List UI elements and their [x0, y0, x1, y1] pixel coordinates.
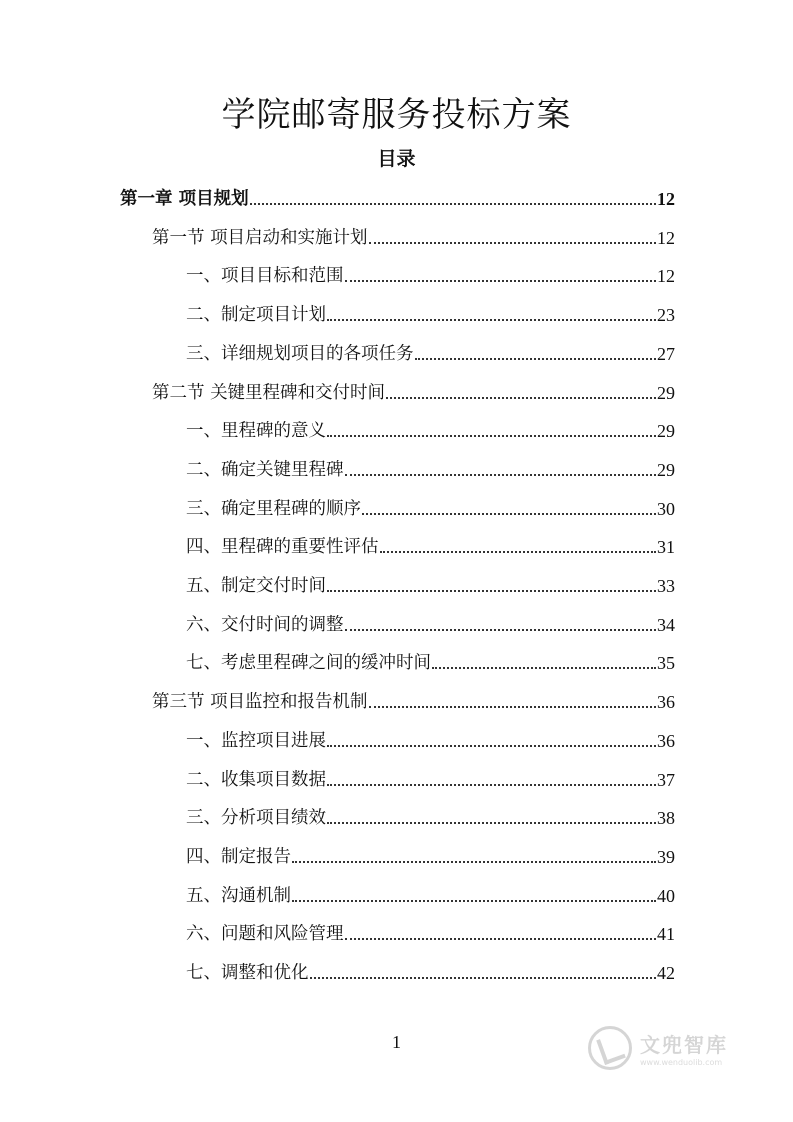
toc-entry-page: 12 — [657, 189, 675, 209]
toc-entry-page: 29 — [657, 421, 675, 442]
toc-entry-label: 四、里程碑的重要性评估 — [186, 537, 379, 558]
toc-dot-leader — [380, 551, 657, 553]
toc-entry[interactable] — [152, 376, 675, 404]
toc-entry-label: 七、考虑里程碑之间的缓冲时间 — [186, 653, 431, 674]
toc-entry-page: 30 — [657, 498, 675, 519]
toc-entry-page: 35 — [657, 653, 675, 674]
toc-dot-leader — [345, 629, 657, 631]
toc-entry[interactable] — [186, 724, 675, 752]
toc-entry-label: 第一章 项目规划 — [120, 189, 249, 209]
toc-entry[interactable] — [186, 646, 675, 674]
toc-entry[interactable] — [186, 917, 675, 945]
toc-entry-label: 一、里程碑的意义 — [186, 421, 326, 442]
toc-dot-leader — [327, 745, 656, 747]
toc-entry[interactable] — [186, 569, 675, 597]
watermark-url: www.wenduolib.com — [640, 1058, 723, 1067]
toc-entry[interactable] — [152, 221, 675, 249]
toc-entry-label: 第三节 项目监控和报告机制 — [152, 692, 368, 713]
toc-entry[interactable] — [186, 801, 675, 829]
toc-dot-leader — [432, 667, 656, 669]
toc-entry-page: 31 — [657, 537, 675, 558]
toc-entry-label: 二、制定项目计划 — [186, 305, 326, 326]
toc-entry-label: 七、调整和优化 — [186, 963, 309, 983]
watermark-name: 文兜智库 — [640, 1033, 728, 1057]
toc-entry-label: 四、制定报告 — [186, 846, 291, 867]
toc-entry-page: 27 — [657, 343, 675, 364]
toc-entry-page: 38 — [657, 808, 675, 829]
toc-dot-leader — [327, 822, 656, 824]
toc-dot-leader — [327, 319, 656, 321]
toc-entry[interactable] — [120, 182, 675, 210]
toc-dot-leader — [386, 397, 656, 399]
toc-entry[interactable] — [186, 530, 675, 558]
toc-entry[interactable] — [186, 259, 675, 287]
toc-entry[interactable] — [186, 608, 675, 636]
toc-entry-page: 29 — [657, 459, 675, 480]
toc-entry[interactable] — [186, 453, 675, 481]
toc-dot-leader — [345, 938, 657, 940]
toc-dot-leader — [292, 861, 656, 863]
toc-heading: 目录 — [377, 148, 416, 170]
toc-entry-label: 三、详细规划项目的各项任务 — [186, 343, 414, 364]
watermark — [588, 1018, 768, 1078]
toc-dot-leader — [250, 203, 656, 205]
toc-entry-label: 二、确定关键里程碑 — [186, 459, 344, 480]
toc-entry-page: 34 — [657, 614, 675, 635]
toc-dot-leader — [327, 590, 656, 592]
toc-entry-label: 三、确定里程碑的顺序 — [186, 498, 361, 519]
toc-entry[interactable] — [152, 685, 675, 713]
toc-entry-label: 第二节 关键里程碑和交付时间 — [152, 382, 386, 403]
toc-entry[interactable] — [186, 879, 675, 907]
toc-entry-label: 三、分析项目绩效 — [186, 808, 326, 829]
page-number: 1 — [392, 1032, 401, 1052]
toc-entry-label: 六、交付时间的调整 — [186, 614, 344, 635]
toc-entry-label: 五、沟通机制 — [186, 885, 291, 906]
toc-entry-page: 41 — [657, 924, 675, 945]
document-title: 学院邮寄服务投标方案 — [221, 95, 572, 135]
toc-entry-page: 23 — [657, 305, 675, 326]
toc-entry[interactable] — [186, 414, 675, 442]
toc-entry-page: 12 — [657, 266, 675, 287]
toc-entry[interactable] — [186, 956, 675, 984]
toc-entry[interactable] — [186, 840, 675, 868]
toc-entry-page: 12 — [657, 227, 675, 248]
toc-entry-page: 33 — [657, 576, 675, 596]
toc-dot-leader — [345, 280, 657, 282]
toc-entry-page: 39 — [657, 846, 675, 867]
toc-entry-label: 一、项目目标和范围 — [186, 266, 344, 287]
toc-entry-label: 六、问题和风险管理 — [186, 924, 344, 945]
toc-entry-label: 五、制定交付时间 — [186, 576, 326, 596]
toc-dot-leader — [415, 358, 657, 360]
toc-dot-leader — [369, 706, 656, 708]
toc-dot-leader — [292, 900, 656, 902]
toc-entry-page: 36 — [657, 692, 675, 713]
toc-entry-page: 40 — [657, 885, 675, 906]
toc-entry-label: 第一节 项目启动和实施计划 — [152, 227, 368, 248]
toc-entry-label: 一、监控项目进展 — [186, 730, 326, 751]
toc-entry[interactable] — [186, 337, 675, 365]
toc-entry-page: 42 — [657, 963, 675, 983]
toc-dot-leader — [345, 474, 657, 476]
toc-entry-label: 二、收集项目数据 — [186, 769, 326, 790]
toc-dot-leader — [327, 435, 656, 437]
toc-entry-page: 36 — [657, 730, 675, 751]
toc-entry[interactable] — [186, 763, 675, 791]
toc-entry-page: 29 — [657, 382, 675, 403]
toc-entry[interactable] — [186, 492, 675, 520]
wendu-logo-icon — [588, 1026, 632, 1070]
toc-dot-leader — [369, 242, 656, 244]
toc-dot-leader — [327, 784, 656, 786]
toc-entry[interactable] — [186, 298, 675, 326]
toc-dot-leader — [362, 513, 656, 515]
toc-entry-page: 37 — [657, 769, 675, 790]
toc-dot-leader — [310, 977, 657, 979]
